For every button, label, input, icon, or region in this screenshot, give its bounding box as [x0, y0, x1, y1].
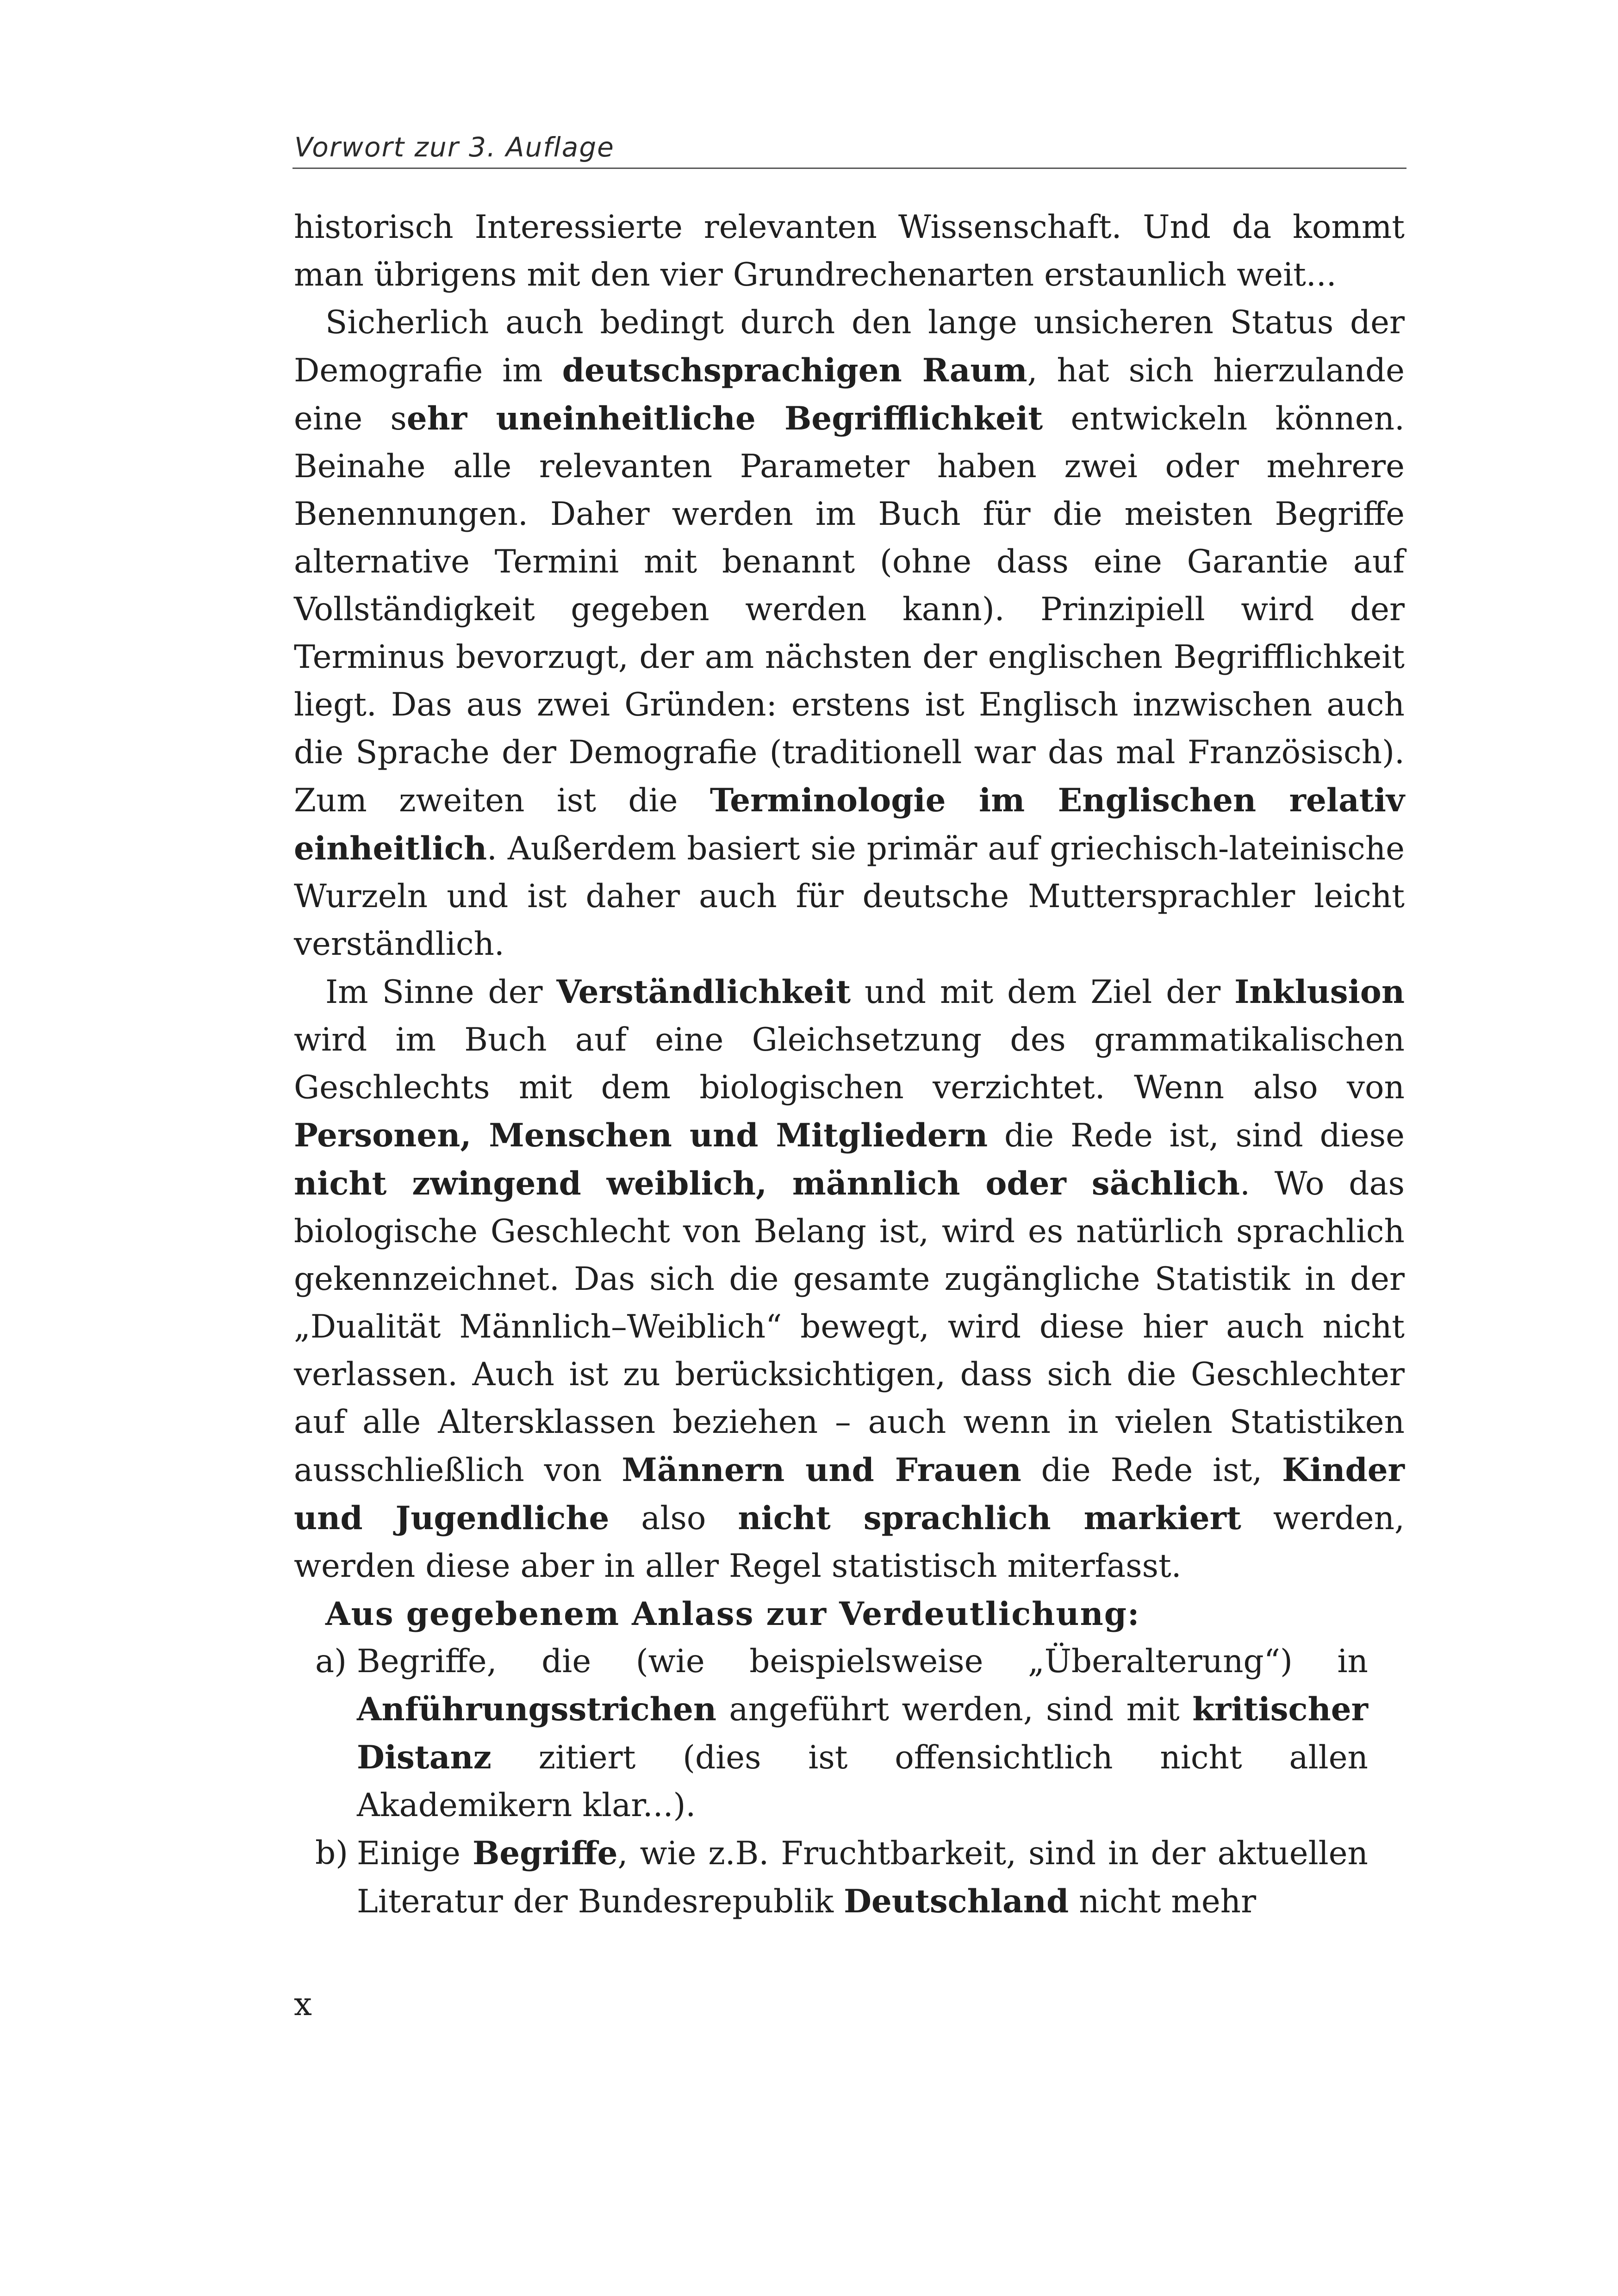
bold-text-span: Inklusion: [1234, 973, 1405, 1011]
text-span: Im Sinne der: [325, 974, 557, 1011]
bold-text-span: Verständlichkeit: [556, 973, 851, 1011]
bold-text-span: nicht zwingend weiblich, männlich oder sächlich: [294, 1165, 1240, 1202]
running-title: Vorwort zur 3. Auflage: [294, 131, 615, 163]
bold-text-span: Deutschland: [844, 1883, 1069, 1920]
bold-text-span: Männern und Frauen: [622, 1451, 1021, 1489]
text-span: werden, werden diese aber in aller Regel statistisch miterfasst.: [294, 1500, 1405, 1585]
paragraph: [294, 299, 1405, 968]
bold-text-span: Begriffe: [472, 1835, 618, 1872]
running-header: [292, 126, 1406, 169]
text-span: und mit dem Ziel der: [851, 974, 1235, 1011]
bold-text-span: kritischer Distanz: [357, 1691, 1368, 1776]
bold-text-span: Anführungsstrichen: [357, 1691, 717, 1728]
text-span: Einige: [357, 1835, 473, 1872]
text-span: also: [609, 1500, 738, 1537]
paragraph: [294, 204, 1405, 299]
text-span: historisch Interessierte relevanten Wissenschaft. Und da kommt man übrigens mit den vier Grundrechenarten erstaunlich weit...: [294, 209, 1405, 293]
text-span: angeführt werden, sind mit: [716, 1691, 1193, 1728]
text-span: . Außerdem basiert sie primär auf griechisch-lateinische Wurzeln und ist daher auch für deutsche Muttersprachler leicht verständlich.: [294, 830, 1405, 963]
list-marker: a): [315, 1643, 347, 1680]
text-span: wird im Buch auf eine Gleichsetzung des grammatikalischen Geschlechts mit dem biologischen verzichtet. Wenn also von: [294, 1021, 1405, 1106]
text-span: Sicherlich auch bedingt durch den lange unsicheren Status der Demografie im: [294, 304, 1405, 389]
text-span: die Rede ist,: [1021, 1452, 1282, 1489]
list-heading: Aus gegebenem Anlass zur Verdeutlichung:: [325, 1595, 1140, 1633]
text-span: entwickeln können. Beinahe alle relevanten Parameter haben zwei oder mehrere Benennungen. Daher werden im Buch für die meisten Begriffe alternative Termini mit benannt (ohne dass eine Garantie auf Vollständigkeit gegeben werden kann). Prinzipiell wird der Terminus bevorzugt, der am nächsten der englischen Begrifflichkeit liegt. Das aus zwei Gründen: erstens ist Englisch inzwischen auch die Sprache der Demografie (traditionell war das mal Französisch). Zum zweiten ist die: [294, 400, 1405, 819]
bold-text-span: ehr uneinheitliche Begrifflichkeit: [406, 400, 1043, 437]
list-item: [315, 1638, 1368, 1829]
list-item-text: [357, 1643, 1368, 1824]
list-item-text: [357, 1835, 1368, 1920]
text-span: , hat sich hierzulande eine s: [294, 352, 1405, 437]
text-span: , wie z.B. Fruchtbarkeit, sind in der aktuellen Literatur der Bundesrepublik: [357, 1835, 1368, 1920]
bold-text-span: deutschsprachigen Raum: [562, 352, 1027, 389]
list-marker: b): [315, 1835, 348, 1872]
bold-text-span: nicht sprachlich markiert: [738, 1500, 1241, 1537]
bold-text-span: Personen, Menschen und Mitgliedern: [294, 1117, 988, 1154]
text-span: die Rede ist, sind diese: [988, 1117, 1405, 1154]
bold-text-span: Terminologie im Englischen relativ einheitlich: [294, 782, 1405, 867]
text-span: nicht mehr: [1069, 1883, 1257, 1920]
list-item: [315, 1829, 1368, 1926]
body-text: [294, 204, 1405, 1926]
text-span: zitiert (dies ist offensichtlich nicht allen Akademikern klar...).: [357, 1739, 1368, 1824]
text-span: Begriffe, die (wie beispielsweise „Überalterung“) in: [357, 1643, 1368, 1680]
clarification-list: [294, 1638, 1405, 1926]
page-number: x: [294, 1986, 312, 2023]
paragraph: [294, 968, 1405, 1590]
bold-text-span: Kinder und Jugendliche: [294, 1451, 1405, 1537]
text-span: . Wo das biologische Geschlecht von Belang ist, wird es natürlich sprachlich gekennzeichnet. Das sich die gesamte zugängliche Statistik in der „Dualität Männlich–Weiblich“ bewegt, wird diese hier auch nicht verlassen. Auch ist zu berücksichtigen, dass sich die Geschlechter auf alle Altersklassen beziehen – auch wenn in vielen Statistiken ausschließlich von: [294, 1165, 1405, 1489]
